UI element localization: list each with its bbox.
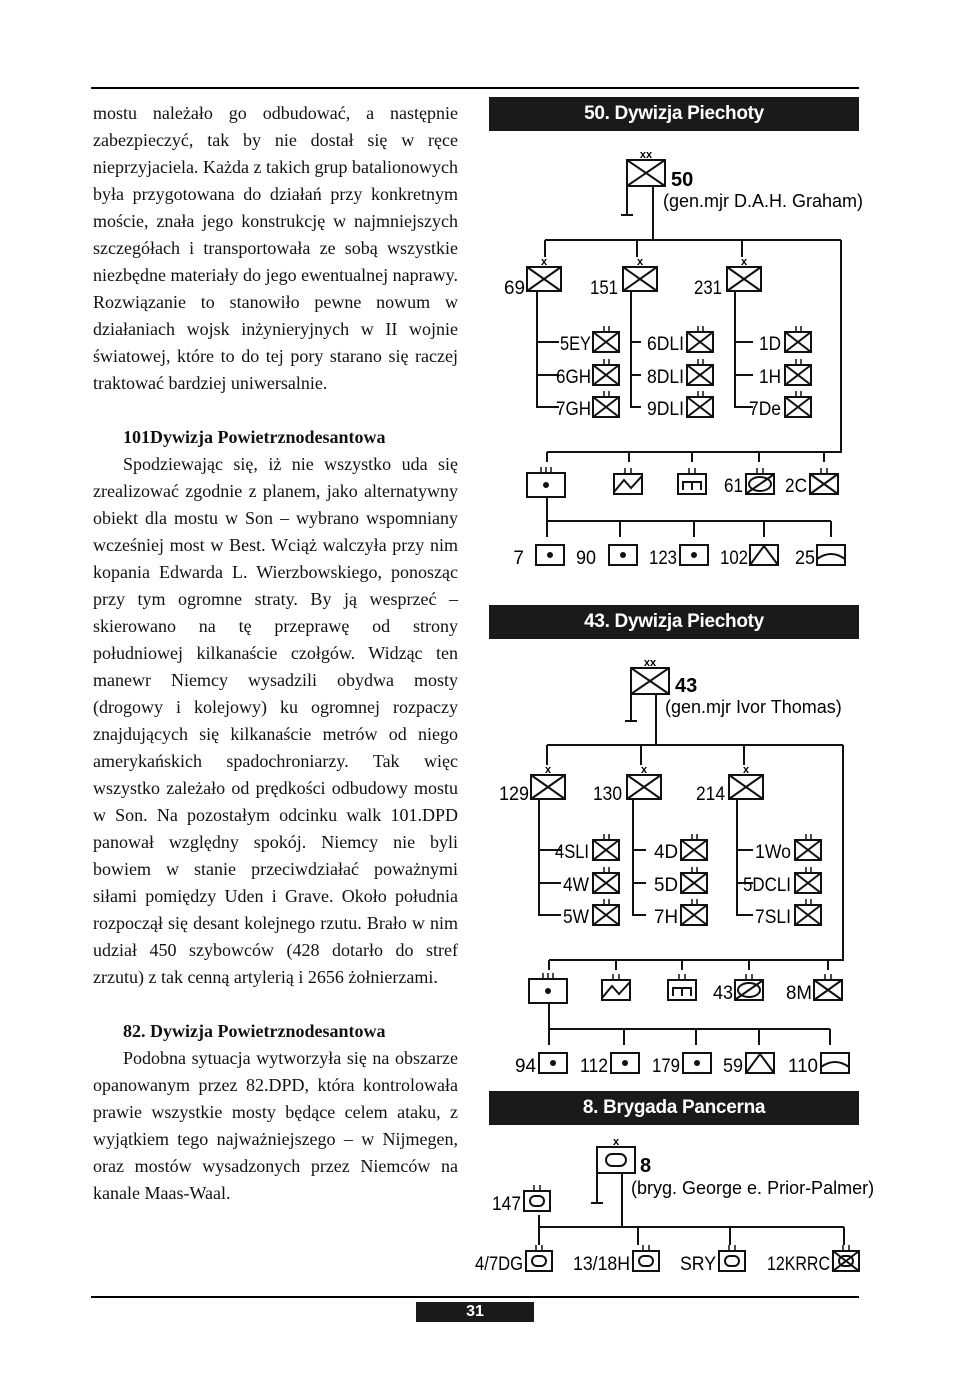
- section-heading: 101Dywizja Powietrznodesantowa: [123, 427, 386, 447]
- regiment-number: 90: [576, 548, 596, 569]
- text-column: [93, 100, 458, 1207]
- brigade-number: 231: [694, 278, 722, 299]
- aa-regiment-symbol: [750, 545, 778, 565]
- battalion-label: 1Wo: [755, 842, 791, 863]
- echelon-mark: x: [640, 764, 648, 776]
- echelon-mark: x: [742, 764, 750, 776]
- echelon-mark: x: [540, 256, 548, 268]
- regiment-number: 110: [788, 1056, 818, 1077]
- org-chart-diagram: [489, 605, 861, 1085]
- regiment-name: 4/7DG: [475, 1254, 523, 1275]
- section-heading: 82. Dywizja Powietrznodesantowa: [123, 1021, 386, 1041]
- brigade-number: 8: [640, 1155, 652, 1177]
- regiment-number: 179: [652, 1056, 680, 1077]
- armoured-regiment-symbol: [633, 1251, 659, 1271]
- battalion-label: 5EY: [560, 334, 592, 355]
- top-rule: [91, 87, 859, 89]
- brigade-hq-symbol: [597, 1147, 635, 1173]
- regiment-number: 94: [515, 1056, 537, 1077]
- echelon-mark: x: [740, 256, 748, 268]
- org-chart-diagram: [489, 97, 864, 577]
- echelon-mark: x: [636, 256, 644, 268]
- battalion-label: 5DCLI: [743, 875, 791, 896]
- regiment-number: 102: [720, 548, 748, 569]
- battalion-label: 8DLI: [647, 367, 684, 388]
- chart-title: 8. Brygada Pancerna: [489, 1091, 859, 1125]
- division-number: 50: [671, 169, 694, 191]
- echelon-mark: xx: [639, 149, 653, 161]
- echelon-mark: x: [544, 764, 552, 776]
- chart-title: 43. Dywizja Piechoty: [489, 605, 859, 639]
- support-label: 2C: [785, 476, 807, 497]
- battalion-label: 1D: [759, 334, 781, 355]
- battalion-label: 5W: [563, 907, 590, 928]
- bottom-rule: [91, 1296, 859, 1298]
- division-number: 43: [675, 675, 698, 697]
- support-label: 8M: [786, 983, 812, 1004]
- regiment-name: 12KRRC: [767, 1254, 830, 1275]
- commander-name: (gen.mjr Ivor Thomas): [665, 697, 842, 717]
- battalion-label: 7H: [654, 907, 678, 928]
- echelon-mark: x: [612, 1136, 620, 1148]
- battalion-label: 4D: [654, 842, 678, 863]
- regiment-number: 59: [723, 1056, 743, 1077]
- echelon-mark: xx: [643, 657, 657, 669]
- chart-title: 50. Dywizja Piechoty: [489, 97, 859, 131]
- brigade-number: 129: [499, 784, 529, 805]
- paragraph: Spodziewając się, iż nie wszystko uda się zrealizować zgodnie z planem, jako alternatywny obiekt dla mostu w Son – wybrano wspomniany wcześniej most w Best. Wciąż walczyła przy nim kopania Edwarda L. Wierzbowskiego, ponosząc przy tym ogromne straty. By ją wesprzeć – skierowano na tę przeprawę od strony południowej kilkanaście czołgów. Widząc ten manewr Niemcy wysadzili obydwa mosty (drogowy i kolejowy) ku ogromnej rozpaczy znajdujących się kilkanaście metrów od niego amerykańskich spadochroniarzy. Tak więc wszystko zależało od prędkości odbudowy mostu w Son. Na pozostałym odcinku walk 101.DPD panował względny spokój. Niemcy nie byli bowiem w stanie przeciwdziałać poważnymi siłami pomiędzy Uden i Grave. Około południa rozpoczął się desant kolejnego rzutu. Brało w nim udział 450 szybowców (428 dotarło do stref zrzutu) z tak cenną artylerią i 2656 żołnierzami.: [93, 454, 458, 987]
- battalion-label: 4W: [563, 875, 590, 896]
- brigade-number: 214: [696, 784, 726, 805]
- armoured-regiment-symbol: [719, 1251, 745, 1271]
- hq-unit-symbol: [524, 1191, 550, 1211]
- battalion-label: 7SLI: [755, 907, 791, 928]
- brigade-number: 151: [590, 278, 618, 299]
- battalion-label: 1H: [759, 367, 781, 388]
- regiment-number: 25: [795, 548, 815, 569]
- battalion-label: 9DLI: [647, 399, 684, 420]
- battalion-label: 7GH: [556, 399, 591, 420]
- paragraph: mostu należało go odbudować, a następnie zabezpieczyć, tak by nie dostał się w ręce nieprzyjaciela. Każda z takich grup batalionowych była przygotowana do działań przy konkretnym moście, znała jego konstrukcję w najmniejszych szczegółach i transportowała ze sobą wszystkie niezbędne materiały do jego ewentualnej naprawy. Rozwiązanie to stanowiło pewne nowum w działaniach wojsk inżynieryjnych w II wojnie światowej, które to do tej pory starano się raczej traktować bardziej uniwersalnie.: [93, 103, 458, 393]
- battalion-label: 6DLI: [647, 334, 684, 355]
- battalion-label: 6GH: [556, 367, 591, 388]
- page-number: 31: [416, 1302, 534, 1322]
- commander-name: (gen.mjr D.A.H. Graham): [663, 191, 864, 211]
- regiment-name: SRY: [680, 1254, 717, 1275]
- battalion-label: 4SLI: [555, 842, 589, 863]
- org-chart-diagram: [475, 1091, 875, 1281]
- regiment-number: 112: [580, 1056, 608, 1077]
- regiment-number: 123: [649, 548, 677, 569]
- battalion-label: 5D: [654, 875, 678, 896]
- brigade-number: 69: [504, 278, 525, 299]
- paragraph: Podobna sytuacja wytworzyła się na obszarze opanowanym przez 82.DPD, która kontrolowała prawie wszystkie mosty będące celem ataku, z wyjątkiem tego najważniejszego – w Nijmegen, oraz mostów wysadzonych przez Niemców na kanale Maas-Waal.: [93, 1048, 458, 1203]
- aa-regiment-symbol: [746, 1053, 774, 1073]
- support-label: 43: [713, 983, 733, 1004]
- hq-unit-number: 147: [492, 1194, 521, 1215]
- support-label: 61: [724, 476, 743, 497]
- regiment-name: 13/18H: [573, 1254, 630, 1275]
- regiment-number: 7: [513, 548, 524, 569]
- battalion-label: 7De: [749, 399, 781, 420]
- commander-name: (bryg. George e. Prior-Palmer): [631, 1178, 875, 1198]
- brigade-number: 130: [593, 784, 622, 805]
- armoured-regiment-symbol: [526, 1251, 552, 1271]
